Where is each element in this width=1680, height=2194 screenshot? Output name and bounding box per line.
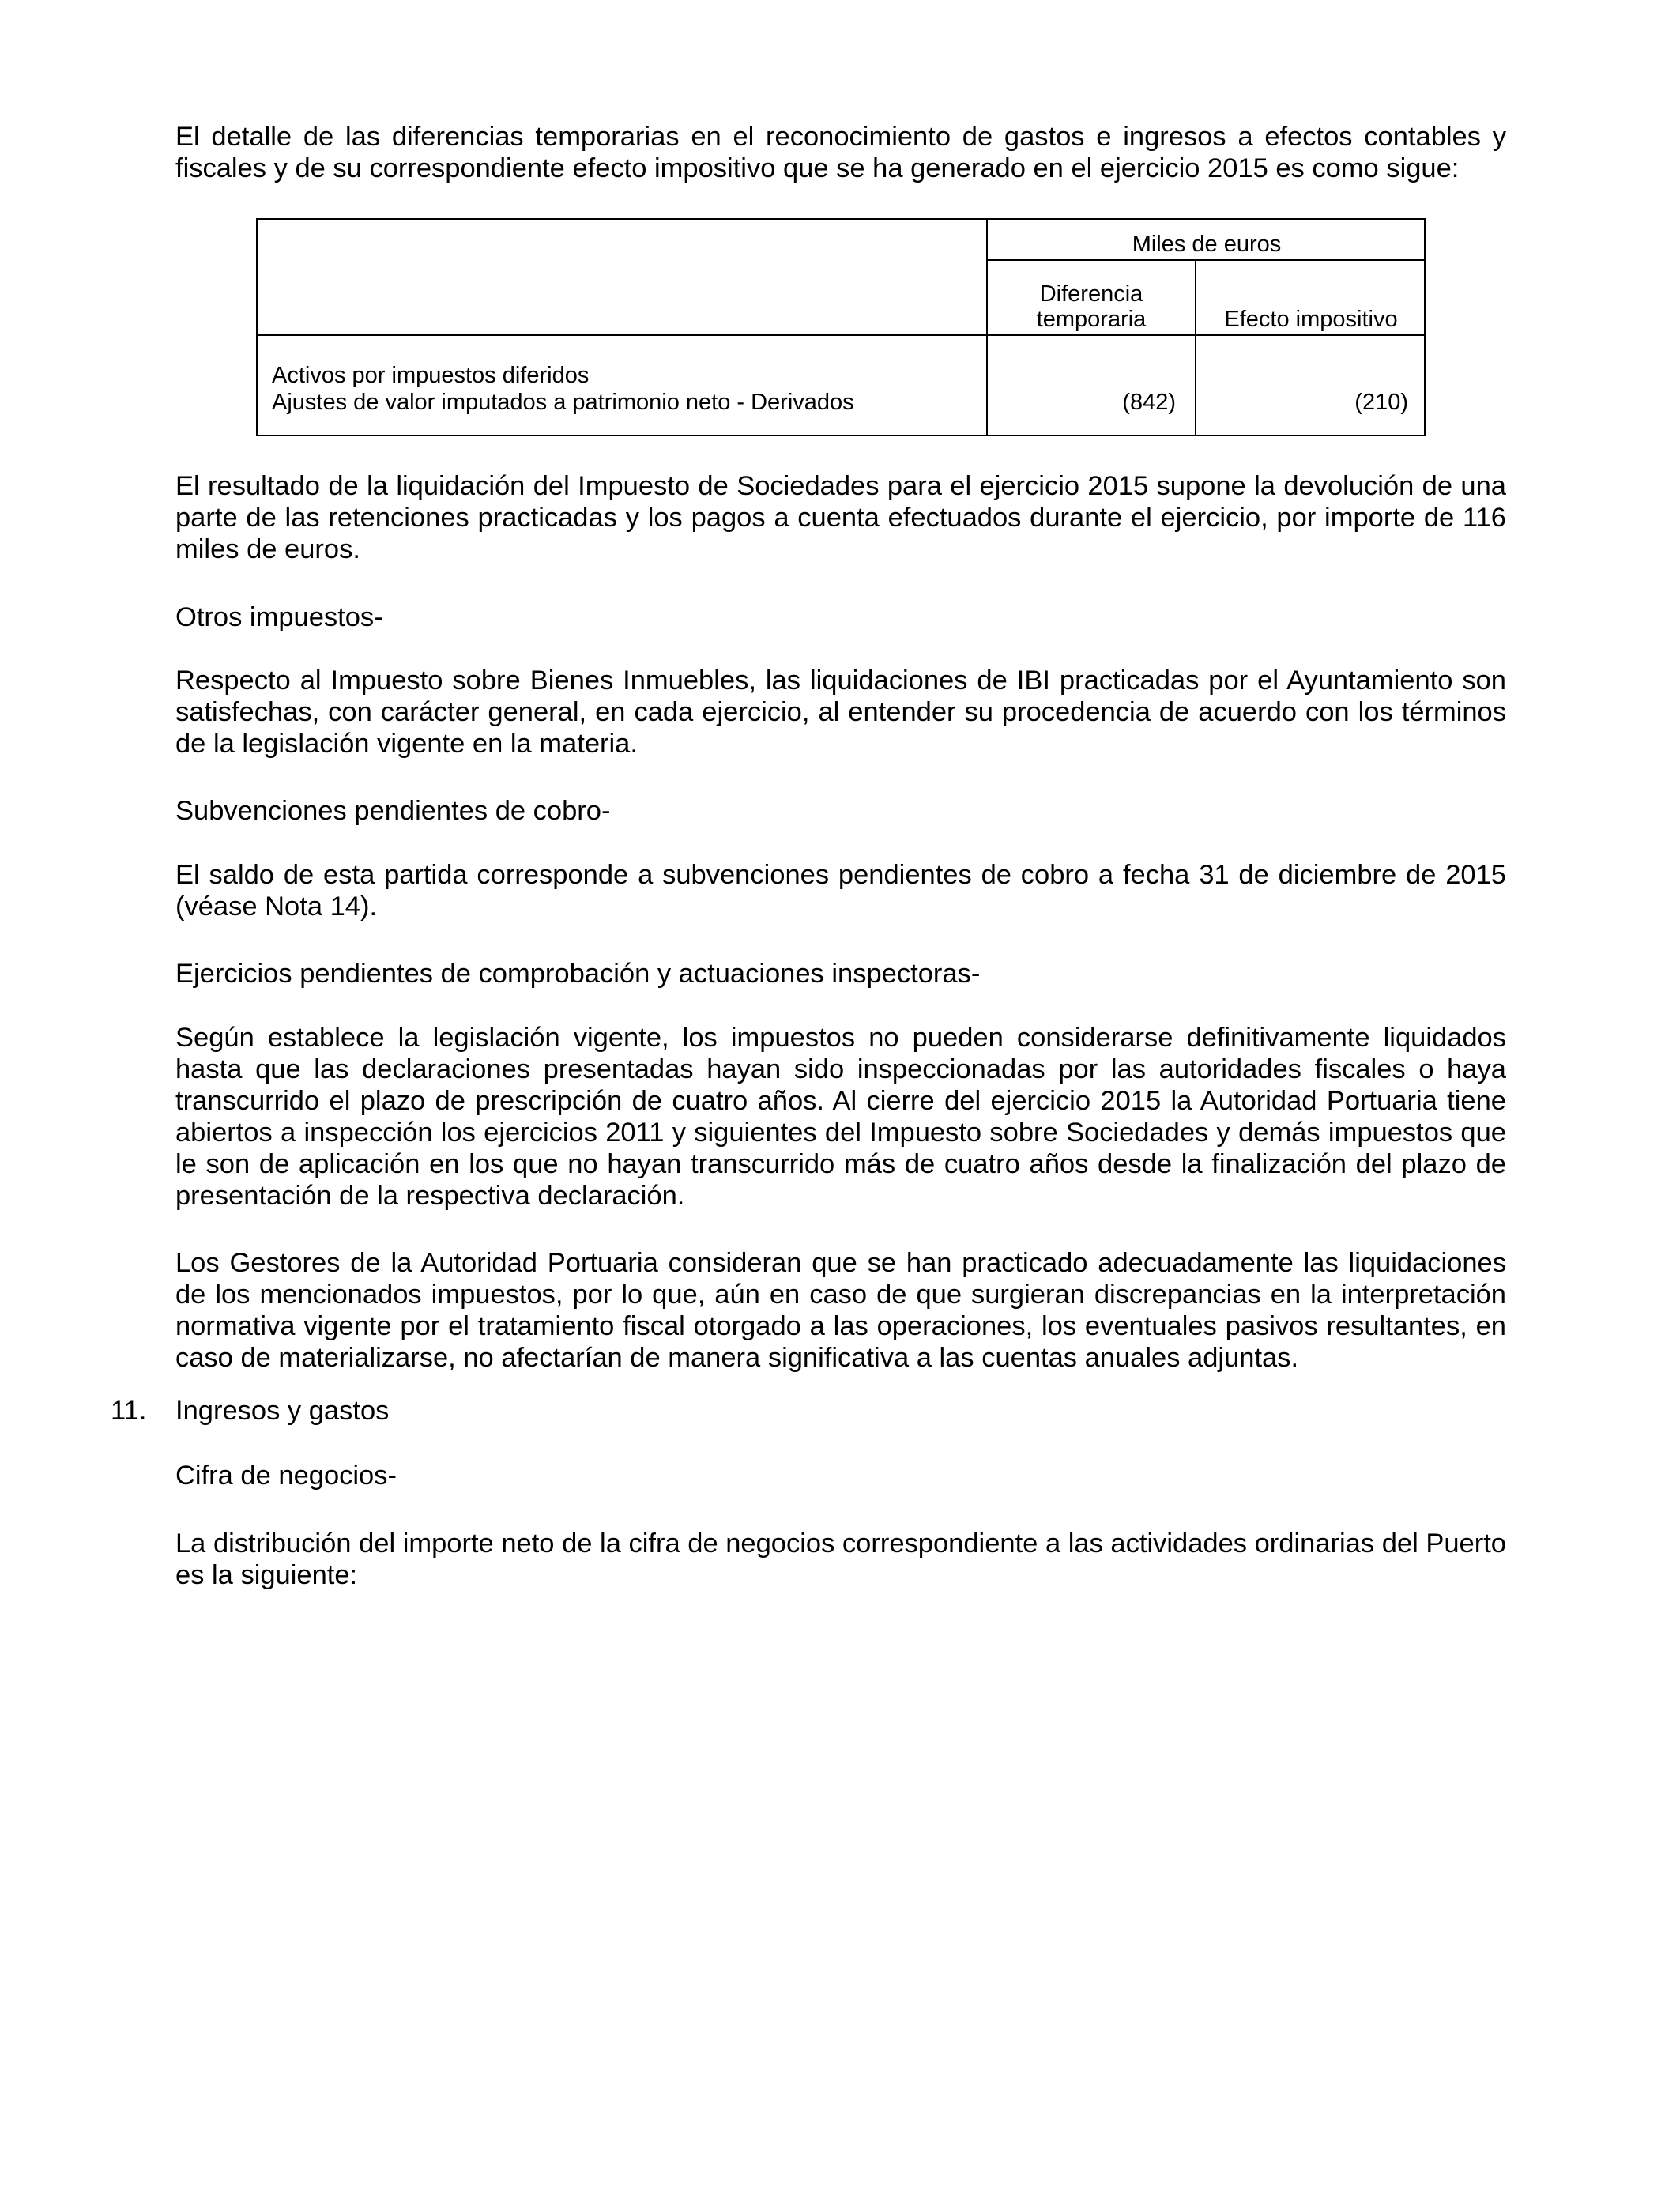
table-group-header: Miles de euros [1132,232,1282,257]
distribucion-paragraph: La distribución del importe neto de la cifra de negocios correspondiente a las actividades ordinarias del Puerto es la siguiente: [175,1529,1506,1590]
table-border-top [256,218,1426,220]
table-row-label: Ajustes de valor imputados a patrimonio neto - Derivados [272,390,854,415]
resultado-paragraph: El resultado de la liquidación del Impuesto de Sociedades para el ejercicio 2015 supone la devolución de una parte de las retenciones practicadas y los pagos a cuenta efectuados durante el ejercicio, por importe de 116 miles de euros. [175,471,1506,564]
table-row-diferencia: (842) [1122,390,1176,415]
subvenciones-heading: Subvenciones pendientes de cobro- [175,796,611,826]
legislacion-paragraph: Según establece la legislación vigente, los impuestos no pueden considerarse definitivamente liquidados hasta que las declaraciones presentadas hayan sido inspeccionadas por las autoridades fiscales o haya transcurrido el plazo de prescripción de cuatro años. Al cierre del ejercicio 2015 la Autoridad Portuaria tiene abiertos a inspección los ejercicios 2011 y siguientes del Impuesto sobre Sociedades y demás impuestos que le son de aplicación en los que no hayan transcurrido más de cuatro años desde la finalización del plazo de presentación de la respectiva declaración. [175,1023,1506,1211]
gestores-paragraph: Los Gestores de la Autoridad Portuaria consideran que se han practicado adecuadamente las liquidaciones de los mencionados impuestos, por lo que, aún en caso de que surgieran discrepancias en la interpretación normativa vigente por el tratamiento fiscal otorgado a las operaciones, los eventuales pasivos resultantes, en caso de materializarse, no afectarían de manera significativa a las cuentas anuales adjuntas. [175,1248,1506,1373]
section-number: 11. [111,1396,147,1426]
col-diferencia-line2: temporaria [1036,307,1147,332]
table-border-bottom [256,435,1426,436]
table-divider-group [986,259,1426,261]
table-section-label: Activos por impuestos diferidos [272,363,590,388]
intro-paragraph: El detalle de las diferencias temporarias en el reconocimiento de gastos e ingresos a efectos contables y fiscales y de su correspondiente efecto impositivo que se ha generado en el ejercicio 2015 es como sigue: [175,122,1506,183]
otros-impuestos-heading: Otros impuestos- [175,602,383,632]
col-diferencia-line1: Diferencia [1039,281,1143,307]
section-title: Ingresos y gastos [175,1396,390,1426]
table-divider-header [256,334,1426,336]
cifra-heading: Cifra de negocios- [175,1461,397,1491]
ibi-paragraph: Respecto al Impuesto sobre Bienes Inmuebles, las liquidaciones de IBI practicadas por el Ayuntamiento son satisfechas, con carácter general, en cada ejercicio, al entender su procedencia de acuerdo con los términos de la legislación vigente en la materia. [175,665,1506,759]
ejercicios-heading: Ejercicios pendientes de comprobación y actuaciones inspectoras- [175,959,981,989]
col-efecto-header: Efecto impositivo [1224,307,1398,332]
subvenciones-paragraph: El saldo de esta partida corresponde a subvenciones pendientes de cobro a fecha 31 de diciembre de 2015 (véase Nota 14). [175,860,1506,922]
table-row-efecto: (210) [1354,390,1408,415]
table-border-left [256,218,258,436]
deferred-tax-table [256,218,1426,436]
